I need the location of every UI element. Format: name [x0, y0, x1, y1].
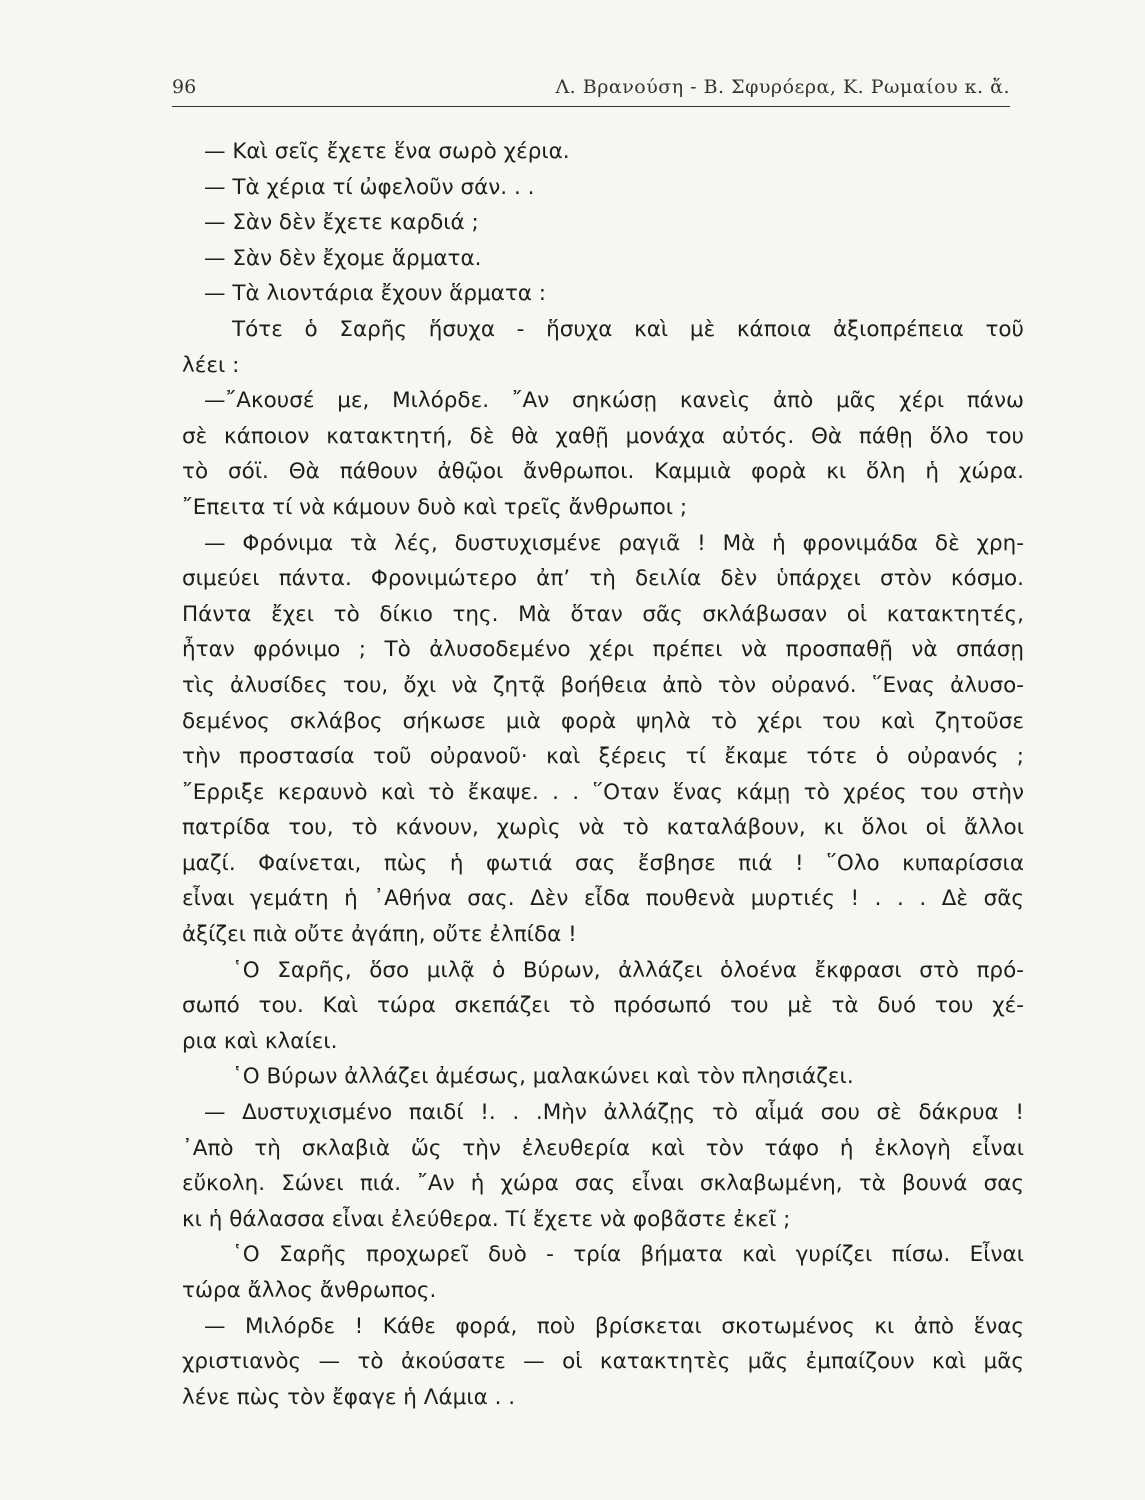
text-line: λένε πὼς τὸν ἔφαγε ἡ Λάμια . .: [182, 1384, 516, 1410]
text-line: λέει :: [182, 352, 240, 378]
text-line: ἀξίζει πιὰ οὔτε ἀγάπη, οὔτε ἐλπίδα !: [182, 922, 577, 948]
text-line: ἦταν φρόνιμο ; Τὸ ἀλυσοδεμένο χέρι πρέπει νὰ προσπαθῇ νὰ σπάσῃ: [182, 637, 1024, 663]
text-line: ῎Ερριξε κεραυνὸ καὶ τὸ ἔκαψε. . . ῞Οταν ἕνας κάμῃ τὸ χρέος του στὴν: [182, 779, 1024, 805]
text-line: ῾Ο Βύρων ἀλλάζει ἀμέσως, μαλακώνει καὶ τὸν πλησιάζει.: [232, 1064, 854, 1090]
text-line: — Μιλόρδε ! Κάθε φορά, ποὺ βρίσκεται σκοτωμένος κι ἀπὸ ἕνας: [204, 1313, 1024, 1339]
text-line: τὸ σόϊ. Θὰ πάθουν ἀθῷοι ἄνθρωποι. Καμμιὰ φορὰ κι ὅλη ἡ χώρα.: [182, 459, 1024, 485]
text-line: εὔκολη. Σώνει πιά. ῎Αν ἡ χώρα σας εἶναι σκλαβωμένη, τὰ βουνά σας: [182, 1171, 1024, 1197]
text-line: ῎Επειτα τί νὰ κάμουν δυὸ καὶ τρεῖς ἄνθρωποι ;: [182, 494, 688, 520]
text-line: — Τὰ λιοντάρια ἔχουν ἅρματα :: [204, 281, 547, 307]
text-line: — Τὰ χέρια τί ὠφελοῦν σάν. . .: [204, 174, 535, 200]
text-line: ρια καὶ κλαίει.: [182, 1028, 338, 1054]
text-line: ῾Ο Σαρῆς, ὅσο μιλᾷ ὁ Βύρων, ἀλλάζει ὁλοένα ἔκφρασι στὸ πρό-: [232, 957, 1024, 983]
text-line: ῾Ο Σαρῆς προχωρεῖ δυὸ - τρία βήματα καὶ γυρίζει πίσω. Εἶναι: [232, 1242, 1024, 1268]
body-text: [182, 134, 1024, 1415]
text-line: εἶναι γεμάτη ἡ ᾿Αθήνα σας. Δὲν εἶδα πουθενὰ μυρτιές ! . . . Δὲ σᾶς: [182, 886, 1024, 912]
text-line: κι ἡ θάλασσα εἶναι ἐλεύθερα. Τί ἔχετε νὰ φοβᾶστε ἐκεῖ ;: [182, 1206, 791, 1232]
page-number: 96: [172, 76, 197, 98]
text-line: σωπό του. Καὶ τώρα σκεπάζει τὸ πρόσωπό του μὲ τὰ δυό του χέ-: [182, 993, 1024, 1019]
text-line: σὲ κάποιον κατακτητή, δὲ θὰ χαθῇ μονάχα αὐτός. Θὰ πάθῃ ὅλο του: [182, 423, 1024, 449]
running-head: Λ. Βρανούση - Β. Σφυρόερα, Κ. Ρωμαίου κ. ἄ.: [555, 76, 1010, 98]
text-line: τὴν προστασία τοῦ οὐρανοῦ· καὶ ξέρεις τί ἔκαμε τότε ὁ οὐρανός ;: [182, 744, 1024, 770]
text-line: — Δυστυχισμένο παιδί !. . .Μὴν ἀλλάζῃς τὸ αἷμά σου σὲ δάκρυα !: [204, 1100, 1024, 1126]
text-line: μαζί. Φαίνεται, πὼς ἡ φωτιά σας ἔσβησε πιά ! ῞Ολο κυπαρίσσια: [182, 850, 1024, 876]
text-line: σιμεύει πάντα. Φρονιμώτερο ἀπ’ τὴ δειλία δὲν ὑπάρχει στὸν κόσμο.: [182, 566, 1024, 592]
text-line: — Σὰν δὲν ἔχομε ἅρματα.: [204, 245, 482, 271]
text-line: — Σὰν δὲν ἔχετε καρδιά ;: [204, 210, 479, 236]
text-line: — Καὶ σεῖς ἔχετε ἕνα σωρὸ χέρια.: [204, 139, 570, 164]
text-line: ᾿Απὸ τὴ σκλαβιὰ ὥς τὴν ἐλευθερία καὶ τὸν τάφο ἡ ἐκλογὴ εἶναι: [182, 1135, 1024, 1161]
page-header: [172, 72, 1010, 107]
text-line: —῎Ακουσέ με, Μιλόρδε. ῎Αν σηκώσῃ κανεὶς ἀπὸ μᾶς χέρι πάνω: [204, 388, 1024, 414]
text-line: δεμένος σκλάβος σήκωσε μιὰ φορὰ ψηλὰ τὸ χέρι του καὶ ζητοῦσε: [182, 708, 1024, 734]
text-line: — Φρόνιμα τὰ λές, δυστυχισμένε ραγιᾶ ! Μὰ ἡ φρονιμάδα δὲ χρη-: [204, 530, 1024, 556]
text-line: Πάντα ἔχει τὸ δίκιο της. Μὰ ὅταν σᾶς σκλάβωσαν οἱ κατακτητές,: [182, 601, 1024, 627]
text-line: τώρα ἄλλος ἄνθρωπος.: [182, 1278, 437, 1303]
text-line: χριστιανὸς — τὸ ἀκούσατε — οἱ κατακτητὲς μᾶς ἐμπαίζουν καὶ μᾶς: [182, 1349, 1024, 1375]
text-line: τὶς ἀλυσίδες του, ὄχι νὰ ζητᾷ βοήθεια ἀπὸ τὸν οὐρανό. ῞Ενας ἀλυσο-: [182, 672, 1024, 698]
text-line: Τότε ὁ Σαρῆς ἥσυχα - ἥσυχα καὶ μὲ κάποια ἀξιοπρέπεια τοῦ: [232, 316, 1024, 342]
text-line: πατρίδα του, τὸ κάνουν, χωρὶς νὰ τὸ καταλάβουν, κι ὅλοι οἱ ἄλλοι: [182, 815, 1024, 841]
